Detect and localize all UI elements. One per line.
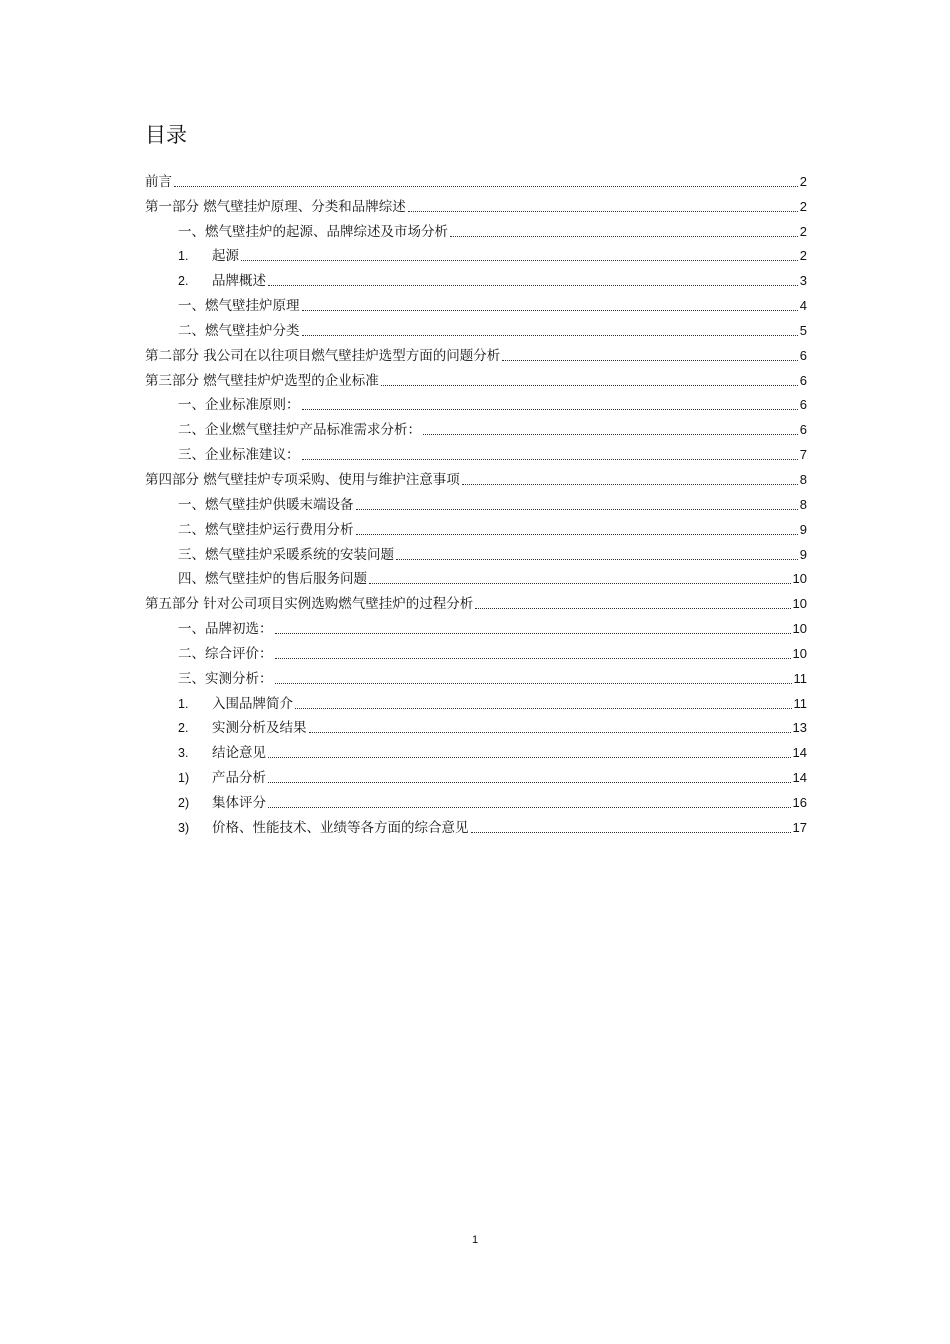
toc-entry[interactable] xyxy=(145,216,807,241)
toc-entry-text: 第四部分 燃气壁挂炉专项采购、使用与维护注意事项 xyxy=(145,471,460,488)
toc-dot-leader xyxy=(309,731,791,733)
toc-entry-page-number: 16 xyxy=(792,794,807,810)
toc-entry-text: 入围品牌简介 xyxy=(212,695,293,712)
toc-entry-page-number: 4 xyxy=(799,298,807,314)
toc-entry-page-number: 10 xyxy=(792,571,807,587)
toc-entry[interactable] xyxy=(145,514,807,539)
toc-dot-leader xyxy=(502,359,797,361)
toc-entry-page-number: 6 xyxy=(799,372,807,388)
toc-dot-leader xyxy=(369,582,791,584)
toc-entry[interactable] xyxy=(145,340,807,365)
toc-entry[interactable] xyxy=(145,564,807,589)
toc-dot-leader xyxy=(275,632,791,634)
toc-entry[interactable] xyxy=(145,539,807,564)
toc-entry-text: 前言 xyxy=(145,173,172,190)
toc-dot-leader xyxy=(356,508,798,510)
toc-entry-text: 第三部分 燃气壁挂炉炉选型的企业标准 xyxy=(145,372,379,389)
toc-entry-number: 1. xyxy=(178,249,189,264)
page-number: 1 xyxy=(471,1234,479,1246)
toc-entry-page-number: 3 xyxy=(799,273,807,289)
toc-entry-text: 一、品牌初选： xyxy=(178,621,273,638)
toc-dot-leader xyxy=(302,309,798,311)
toc-dot-leader xyxy=(302,408,798,410)
toc-entry-page-number: 5 xyxy=(799,322,807,338)
toc-dot-leader xyxy=(475,607,790,609)
toc-entry-number: 3) xyxy=(178,820,190,835)
toc-entry-page-number: 8 xyxy=(799,471,807,487)
toc-entry-text: 二、综合评价： xyxy=(178,645,273,662)
toc-dot-leader xyxy=(268,284,798,286)
toc-entry[interactable] xyxy=(145,713,807,738)
toc-entry-text: 三、企业标准建议： xyxy=(178,447,300,464)
toc-entry[interactable] xyxy=(145,787,807,812)
toc-dot-leader xyxy=(268,756,791,758)
toc-entry[interactable] xyxy=(145,390,807,415)
toc-title: 目录 xyxy=(145,123,187,147)
toc-entry-page-number: 2 xyxy=(799,223,807,239)
toc-entry[interactable] xyxy=(145,812,807,837)
toc-entry[interactable] xyxy=(145,762,807,787)
toc-entry-page-number: 11 xyxy=(793,670,807,686)
toc-entry[interactable] xyxy=(145,613,807,638)
toc-entry[interactable] xyxy=(145,414,807,439)
toc-entry[interactable] xyxy=(145,588,807,613)
toc-dot-leader xyxy=(275,682,792,684)
toc-entry[interactable] xyxy=(145,365,807,390)
toc-entry-number: 2. xyxy=(178,721,189,736)
toc-entry-text: 二、燃气壁挂炉运行费用分析 xyxy=(178,521,354,538)
toc-entry[interactable] xyxy=(145,489,807,514)
toc-entry-text: 结论意见 xyxy=(212,745,266,762)
toc-entry-number: 2) xyxy=(178,795,190,810)
toc-dot-leader xyxy=(275,657,791,659)
toc-entry[interactable] xyxy=(145,688,807,713)
toc-entry[interactable] xyxy=(145,191,807,216)
toc-dot-leader xyxy=(450,235,798,237)
toc-entry-text: 产品分析 xyxy=(212,770,266,787)
toc-entry-text: 价格、性能技术、业绩等各方面的综合意见 xyxy=(212,819,469,836)
toc-entry-page-number: 9 xyxy=(799,521,807,537)
toc-dot-leader xyxy=(268,781,791,783)
toc-dot-leader xyxy=(423,433,798,435)
toc-entry-text: 集体评分 xyxy=(212,794,266,811)
toc-entry[interactable] xyxy=(145,737,807,762)
toc-entry-page-number: 17 xyxy=(792,819,807,835)
toc-entry-text: 实测分析及结果 xyxy=(212,720,307,737)
toc-entry-text: 一、燃气壁挂炉的起源、品牌综述及市场分析 xyxy=(178,223,448,240)
toc-entry-text: 一、燃气壁挂炉供暖末端设备 xyxy=(178,496,354,513)
toc-entry-number: 1. xyxy=(178,696,189,711)
toc-entry-page-number: 13 xyxy=(792,720,807,736)
toc-entry-number: 2. xyxy=(178,274,189,289)
toc-entry[interactable] xyxy=(145,464,807,489)
toc-entry-page-number: 14 xyxy=(792,745,807,761)
toc-dot-leader xyxy=(268,806,791,808)
toc-entry[interactable] xyxy=(145,439,807,464)
toc-entry[interactable] xyxy=(145,166,807,191)
toc-dot-leader xyxy=(241,259,798,261)
toc-dot-leader xyxy=(174,185,798,187)
toc-entry-text: 二、企业燃气壁挂炉产品标准需求分析： xyxy=(178,422,421,439)
toc-dot-leader xyxy=(396,558,798,560)
toc-entry-page-number: 2 xyxy=(799,173,807,189)
toc-entry-page-number: 10 xyxy=(792,621,807,637)
toc-entry-page-number: 10 xyxy=(792,596,807,612)
toc-entry-text: 第一部分 燃气壁挂炉原理、分类和品牌综述 xyxy=(145,198,406,215)
toc-entry-page-number: 6 xyxy=(799,397,807,413)
toc-entry-text: 第二部分 我公司在以往项目燃气壁挂炉选型方面的问题分析 xyxy=(145,347,501,364)
toc-entry-page-number: 6 xyxy=(799,422,807,438)
toc-entry-text: 三、燃气壁挂炉采暖系统的安装问题 xyxy=(178,546,394,563)
toc-entry-number: 3. xyxy=(178,746,189,761)
toc-entry[interactable] xyxy=(145,265,807,290)
toc-entry[interactable] xyxy=(145,290,807,315)
toc-entry-page-number: 9 xyxy=(799,546,807,562)
toc-entry-page-number: 2 xyxy=(799,198,807,214)
toc-list xyxy=(145,166,807,837)
toc-dot-leader xyxy=(408,210,798,212)
toc-entry-page-number: 2 xyxy=(799,248,807,264)
toc-entry[interactable] xyxy=(145,638,807,663)
toc-entry[interactable] xyxy=(145,663,807,688)
toc-entry-text: 四、燃气壁挂炉的售后服务问题 xyxy=(178,571,367,588)
toc-dot-leader xyxy=(302,334,798,336)
toc-entry-text: 起源 xyxy=(212,248,239,265)
toc-entry-text: 三、实测分析： xyxy=(178,670,273,687)
toc-dot-leader xyxy=(302,458,798,460)
toc-dot-leader xyxy=(295,707,792,709)
toc-entry-page-number: 11 xyxy=(793,695,807,711)
toc-entry[interactable] xyxy=(145,241,807,266)
toc-entry-text: 品牌概述 xyxy=(212,273,266,290)
toc-entry-page-number: 14 xyxy=(792,770,807,786)
toc-entry-page-number: 8 xyxy=(799,496,807,512)
toc-entry-number: 1) xyxy=(178,771,190,786)
toc-dot-leader xyxy=(462,483,798,485)
toc-entry-text: 一、燃气壁挂炉原理 xyxy=(178,298,300,315)
toc-dot-leader xyxy=(381,384,798,386)
toc-entry[interactable] xyxy=(145,315,807,340)
toc-entry-text: 二、燃气壁挂炉分类 xyxy=(178,322,300,339)
toc-entry-text: 一、企业标准原则： xyxy=(178,397,300,414)
toc-dot-leader xyxy=(471,831,791,833)
toc-entry-page-number: 10 xyxy=(792,645,807,661)
toc-entry-text: 第五部分 针对公司项目实例选购燃气壁挂炉的过程分析 xyxy=(145,596,474,613)
toc-entry-page-number: 7 xyxy=(799,447,807,463)
toc-entry-page-number: 6 xyxy=(799,347,807,363)
toc-dot-leader xyxy=(356,533,798,535)
